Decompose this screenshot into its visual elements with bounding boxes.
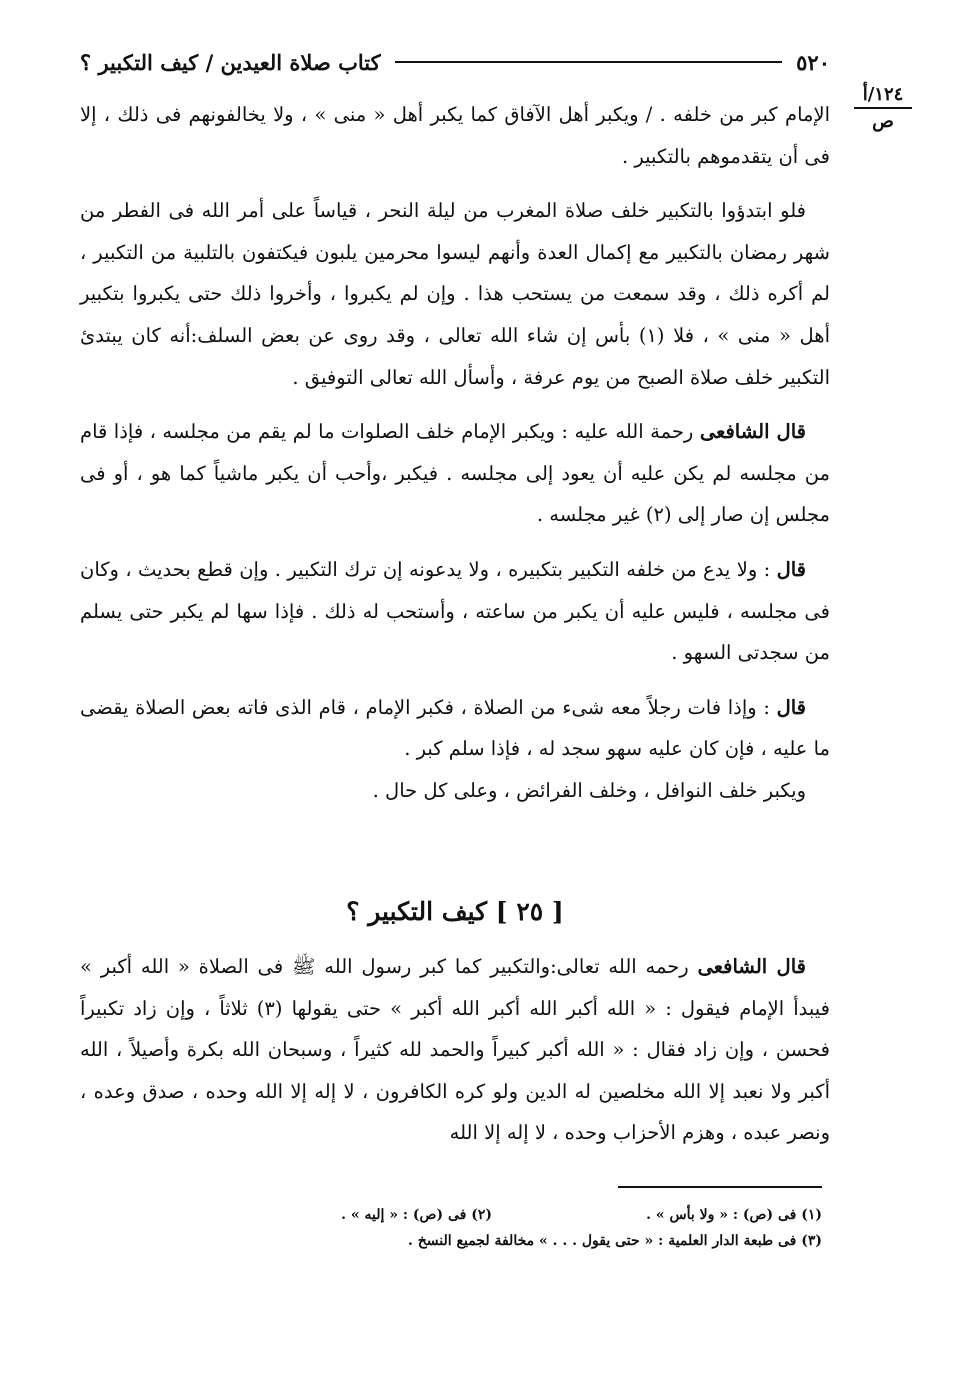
paragraph-text: ويكبر خلف النوافل ، وخلف الفرائض ، وعلى كل حال . <box>372 778 806 802</box>
paragraph-lead: قال <box>776 695 806 719</box>
paragraph <box>80 946 830 1154</box>
footnote-row <box>230 1202 822 1228</box>
footnote-2: (٢) فى (ص) : « إليه » . <box>341 1207 492 1223</box>
paragraph <box>80 770 830 812</box>
section-text <box>80 946 830 1167</box>
paragraph-lead: قال <box>776 557 806 581</box>
folio-ref: ١٢٤/أ <box>862 84 904 105</box>
section-heading: [ ٢٥ ] كيف التكبير ؟ <box>346 897 564 926</box>
footnote-3: (٣) فى طبعة الدار العلمية : « حتى يقول . . . » مخالفة لجميع النسخ . <box>407 1233 822 1249</box>
main-text <box>80 94 830 825</box>
folio-source: ص <box>872 111 894 132</box>
paragraph-text: : ولا يدع من خلفه التكبير بتكبيره ، ولا يدعونه إن ترك التكبير . وإن قطع بحديث ، وكان فى مجلسه ، فليس عليه أن يكبر من ساعته ، وأستحب له ذلك . فإذا سها لم يكبر حتى يسلم من سجدتى السهو . <box>80 557 830 665</box>
footnote-rule <box>618 1186 822 1188</box>
footnote-1: (١) فى (ص) : « ولا بأس » . <box>646 1207 822 1223</box>
paragraph <box>80 411 830 536</box>
footnotes <box>230 1202 822 1254</box>
manuscript-folio-note <box>848 84 918 132</box>
paragraph-text: رحمه الله تعالى:والتكبير كما كبر رسول الله ﷺ فى الصلاة « الله أكبر » فيبدأ الإمام فيقول : « الله أكبر الله أكبر الله أكبر » حتى يقولها (٣) ثلاثاً ، وإن زاد تكبيراً فحسن ، وإن زاد فقال : « الله أكبر كبيراً والحمد لله كثيراً ، وسبحان الله بكرة وأصيلاً ، الله أكبر ولا نعبد إلا الله مخلصين له الدين ولو كره الكافرون ، لا إله إلا الله وحده ، صدق وعده ، ونصر عبده ، وهزم الأحزاب وحده ، لا إله إلا الله <box>80 955 830 1145</box>
paragraph <box>80 549 830 674</box>
header-rule <box>395 61 783 63</box>
paragraph <box>80 190 830 398</box>
paragraph-text: رحمة الله عليه : ويكبر الإمام خلف الصلوات ما لم يقم من مجلسه ، فإذا قام من مجلسه لم يكن عليه أن يعود إلى مجلسه . فيكبر ،وأحب أن يكبر ماشياً كما هو ، أو فى مجلس إن صار إلى (٢) غير مجلسه . <box>80 420 830 527</box>
paragraph-text: : وإذا فات رجلاً معه شىء من الصلاة ، فكبر الإمام ، قام الذى فاته بعض الصلاة يقضى ما عليه ، فإن كان عليه سهو سجد له ، فإذا سلم كبر . <box>80 695 830 761</box>
paragraph-text: الإمام كبر من خلفه . / ويكبر أهل الآفاق كما يكبر أهل « منى » ، ولا يخالفونهم فى ذلك ، إلا فى أن يتقدموهم بالتكبير . <box>80 103 830 168</box>
paragraph-text: فلو ابتدؤوا بالتكبير خلف صلاة المغرب من ليلة النحر ، قياساً على أمر الله فى الفطر من شهر رمضان بالتكبير مع إكمال العدة وأنهم ليسوا محرمين يلبون فيكتفون بالتلبية من التكبير ، لم أكره ذلك ، وقد سمعت من يستحب هذا . وإن لم يكبروا ، وأخروا ذلك حتى يكبروا بتكبير أهل « منى » ، فلا (١) بأس إن شاء الله تعالى ، وقد روى عن بعض السلف:أنه كان يبتدئ التكبير خلف صلاة الصبح من يوم عرفة ، وأسأل الله تعالى التوفيق . <box>80 199 830 389</box>
paragraph-lead: قال الشافعى <box>699 420 806 444</box>
page-number: ٥٢٠ <box>796 49 830 75</box>
running-header <box>80 44 830 80</box>
paragraph <box>80 94 830 177</box>
paragraph-lead: قال الشافعى <box>697 955 806 978</box>
paragraph <box>80 687 830 770</box>
running-title: كتاب صلاة العيدين / كيف التكبير ؟ <box>80 49 381 75</box>
folio-divider <box>854 107 912 109</box>
